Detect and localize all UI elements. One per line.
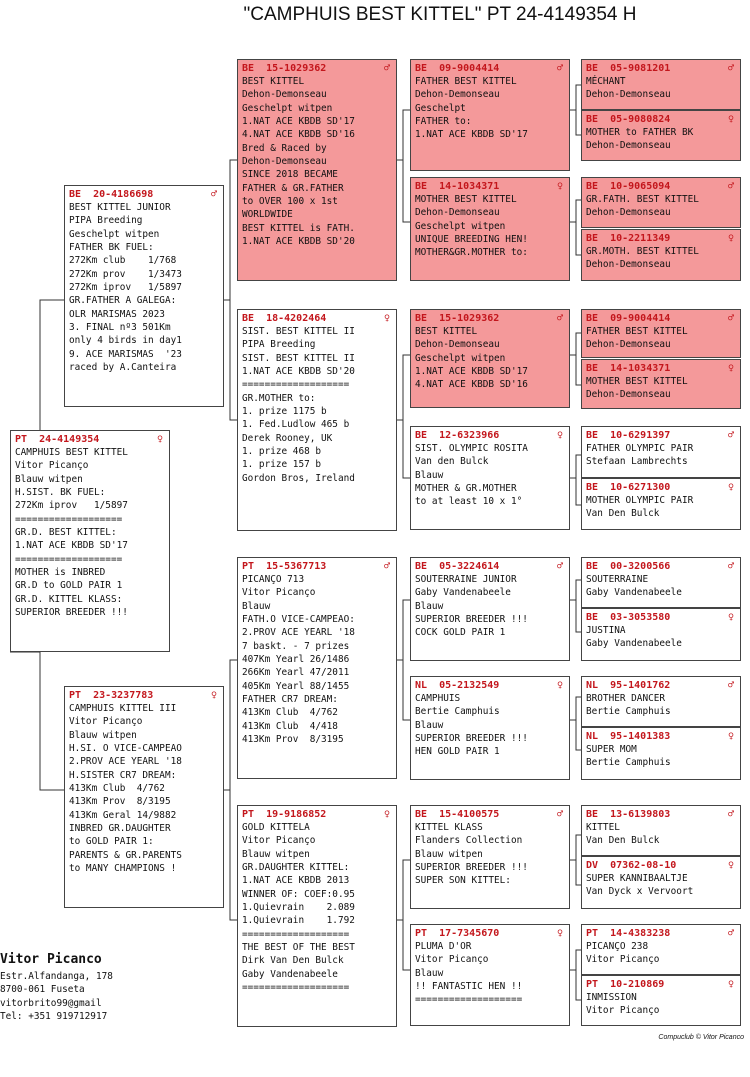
pigeon-info-line: 413Km Club 4/762 [69, 783, 165, 795]
ring-number-text: BE 05-9080824 [586, 114, 671, 125]
pigeon-info-line: SIST. BEST KITTEL II [242, 352, 355, 364]
pigeon-info-line: Gaby Vandenabeele [242, 968, 338, 980]
ring-number-text: PT 23-3237783 [69, 690, 154, 701]
pigeon-info-line: 4.NAT ACE KBDB SD'16 [242, 129, 355, 141]
pigeon-info-line: FATHER CR7 DREAM: [242, 694, 338, 706]
pigeon-info-line: 272Km prov 1/3473 [69, 268, 182, 280]
pigeon-info-line: only 4 birds in day1 [69, 335, 182, 347]
male-symbol-icon: ♂ [210, 189, 217, 200]
pigeon-info-line: Geschelpt witpen [69, 228, 160, 240]
pigeon-info-line: Bred & Raced by [242, 142, 327, 154]
male-symbol-icon: ♂ [727, 313, 734, 324]
pigeon-info-line: Blauw [415, 967, 444, 979]
pigeon-info-line: Blauw [242, 600, 271, 612]
ring-number-text: BE 13-6139803 [586, 809, 671, 820]
ring-number-text: BE 15-4100575 [415, 809, 500, 820]
male-symbol-icon: ♂ [556, 63, 563, 74]
pigeon-info-line: Geschelpt witpen [242, 102, 333, 114]
male-symbol-icon: ♂ [556, 313, 563, 324]
ring-number [586, 312, 736, 325]
pigeon-info-line: BEST KITTEL [242, 76, 305, 87]
pigeon-info-line: 3. FINAL nº3 501Km [69, 322, 171, 334]
ring-number-text: PT 17-7345670 [415, 928, 500, 939]
pigeon-info-line: SIST. BEST KITTEL II [242, 326, 355, 337]
ring-number-text: PT 19-9186852 [242, 809, 327, 820]
pigeon-info-line: WINNER OF: COEF:0.95 [242, 888, 355, 900]
pigeon-info-line: to GOLD PAIR 1: [69, 836, 154, 848]
pigeon-info-line: INMISSION [586, 992, 637, 1003]
pigeon-info-line: Gordon Bros, Ireland [242, 472, 355, 484]
ring-number [69, 188, 219, 201]
ring-number [586, 927, 736, 940]
pigeon-info-line: SOUTERRAINE [586, 574, 649, 585]
pigeon-info-line: Blauw [415, 600, 444, 612]
ring-number [586, 808, 736, 821]
pigeon-info-line: Blauw [415, 469, 444, 481]
ring-number [586, 978, 736, 991]
ring-number [15, 433, 165, 446]
pigeon-card-gggp-8 [581, 478, 741, 530]
pigeon-info-line: 266Km Yearl 47/2011 [242, 667, 350, 679]
pigeon-info-line: BEST KITTEL is FATH. [242, 222, 355, 234]
pigeon-info-line: Dehon-Demonseau [586, 259, 671, 271]
female-symbol-icon: ♀ [556, 430, 563, 441]
ring-number-text: BE 14-1034371 [415, 181, 500, 192]
pigeon-info-line: PLUMA D'OR [415, 941, 472, 952]
ring-number [586, 62, 736, 75]
pigeon-info-line: Dehon-Demonseau [242, 156, 327, 168]
pigeon-info-line: WORLDWIDE [242, 209, 293, 221]
pigeon-info-line: =================== [242, 982, 350, 994]
male-symbol-icon: ♂ [383, 63, 390, 74]
pigeon-card-mother [64, 686, 224, 908]
pigeon-info-line: Blauw witpen [69, 729, 137, 741]
pigeon-info-line: SUPER MOM [586, 744, 637, 755]
pigeon-info-line: GOLD KITTELA [242, 822, 310, 833]
pigeon-info-line: Dirk Van Den Bulck [242, 955, 344, 967]
pigeon-card-subject [10, 430, 170, 652]
male-symbol-icon: ♂ [727, 809, 734, 820]
pigeon-info-line: H.SI. O VICE-CAMPEAO [69, 743, 182, 755]
ring-number-text: PT 10-210869 [586, 979, 665, 990]
pigeon-info-line: =================== [15, 553, 123, 565]
pigeon-card-ggp-5 [410, 557, 570, 661]
pigeon-info-line: H.SISTER CR7 DREAM: [69, 769, 177, 781]
owner-email: vitorbrito99@gmail [0, 997, 102, 1009]
pigeon-info-line: Dehon-Demonseau [586, 89, 671, 101]
female-symbol-icon: ♀ [727, 731, 734, 742]
ring-number [586, 180, 736, 193]
pigeon-info-line: FATHER BEST KITTEL [415, 76, 517, 87]
pigeon-info-line: Van Den Bulck [586, 508, 660, 520]
ring-number [586, 481, 736, 494]
ring-number-text: NL 95-1401383 [586, 731, 671, 742]
pigeon-card-ggp-2 [410, 177, 570, 281]
pigeon-card-ggp-3 [410, 309, 570, 408]
ring-number-text: BE 18-4202464 [242, 313, 327, 324]
ring-number [415, 808, 565, 821]
pigeon-card-gggp-4 [581, 229, 741, 281]
ring-number [415, 312, 565, 325]
ring-number-text: BE 05-3224614 [415, 561, 500, 572]
pigeon-info-line: CAMPHUIS BEST KITTEL [15, 447, 128, 458]
pigeon-card-ggp-8 [410, 924, 570, 1026]
pigeon-info-line: COCK GOLD PAIR 1 [415, 627, 506, 639]
ring-number [586, 429, 736, 442]
pigeon-card-grandfather-maternal [237, 557, 397, 779]
pigeon-info-line: 413Km Geral 14/9882 [69, 809, 177, 821]
male-symbol-icon: ♂ [727, 181, 734, 192]
pigeon-card-ggp-4 [410, 426, 570, 530]
pigeon-card-gggp-2 [581, 110, 741, 161]
ring-number [242, 808, 392, 821]
pigeon-info-line: =================== [242, 928, 350, 940]
pigeon-card-gggp-13 [581, 805, 741, 856]
pigeon-info-line: SUPERIOR BREEDER !!! [15, 607, 128, 619]
pigeon-card-gggp-6 [581, 359, 741, 409]
pigeon-info-line: 1.NAT ACE KBDB SD'17 [415, 366, 528, 378]
female-symbol-icon: ♀ [556, 928, 563, 939]
pigeon-info-line: Gaby Vandenabeele [586, 638, 682, 650]
pigeon-info-line: INBRED GR.DAUGHTER [69, 823, 171, 835]
pigeon-info-line: 2.PROV ACE YEARL '18 [69, 756, 182, 768]
ring-number-text: BE 10-6271300 [586, 482, 671, 493]
ring-number [415, 429, 565, 442]
pigeon-info-line: 1.NAT ACE KBDB SD'20 [242, 236, 355, 248]
pigeon-info-line: Dehon-Demonseau [586, 339, 671, 351]
ring-number-text: BE 15-1029362 [242, 63, 327, 74]
pigeon-info-line: MOTHER & GR.MOTHER [415, 483, 517, 495]
pigeon-info-line: Vitor Picanço [586, 954, 660, 966]
pigeon-info-line: to at least 10 x 1° [415, 496, 523, 508]
ring-number [415, 927, 565, 940]
pigeon-info-line: MOTHER BEST KITTEL [586, 376, 688, 387]
ring-number [415, 560, 565, 573]
ring-number-text: BE 03-3053580 [586, 612, 671, 623]
pigeon-info-line: KITTEL [586, 822, 620, 833]
pigeon-info-line: HEN GOLD PAIR 1 [415, 746, 500, 758]
pigeon-info-line: FATHER OLYMPIC PAIR [586, 443, 694, 454]
pigeon-info-line: 405Km Yearl 88/1455 [242, 680, 350, 692]
pigeon-info-line: FATHER to: [415, 116, 472, 128]
ring-number [69, 689, 219, 702]
pigeon-card-gggp-10 [581, 608, 741, 661]
pigeon-info-line: Stefaan Lambrechts [586, 456, 688, 468]
pigeon-info-line: Vitor Picanço [242, 835, 316, 847]
pigeon-info-line: 272Km iprov 1/5897 [69, 282, 182, 294]
pigeon-info-line: SUPER KANNIBAALTJE [586, 873, 688, 884]
pigeon-info-line: BEST KITTEL JUNIOR [69, 202, 171, 213]
pigeon-info-line: Blauw witpen [242, 848, 310, 860]
pigeon-info-line: CAMPHUIS KITTEL III [69, 703, 177, 714]
pigeon-info-line: Blauw [415, 719, 444, 731]
male-symbol-icon: ♂ [727, 430, 734, 441]
pigeon-card-ggp-6 [410, 676, 570, 780]
pigeon-info-line: Bertie Camphuis [586, 706, 671, 718]
pigeon-info-line: BEST KITTEL [415, 326, 478, 337]
pigeon-info-line: 9. ACE MARISMAS '23 [69, 348, 182, 360]
pigeon-info-line: GR.FATH. BEST KITTEL [586, 194, 699, 205]
pigeon-info-line: 1. prize 157 b [242, 459, 322, 471]
ring-number-text: BE 15-1029362 [415, 313, 500, 324]
ring-number-text: NL 95-1401762 [586, 680, 671, 691]
female-symbol-icon: ♀ [727, 979, 734, 990]
pigeon-info-line: 1. prize 1175 b [242, 406, 327, 418]
ring-number-text: BE 10-6291397 [586, 430, 671, 441]
female-symbol-icon: ♀ [727, 363, 734, 374]
female-symbol-icon: ♀ [727, 860, 734, 871]
male-symbol-icon: ♂ [727, 928, 734, 939]
pigeon-info-line: 1. prize 468 b [242, 446, 322, 458]
female-symbol-icon: ♀ [727, 233, 734, 244]
pigeon-info-line: SIST. OLYMPIC ROSITA [415, 443, 528, 454]
pigeon-info-line: FATHER BK FUEL: [69, 242, 154, 254]
pigeon-info-line: 413Km Prov 8/3195 [69, 796, 171, 808]
ring-number [586, 362, 736, 375]
pigeon-info-line: 1.NAT ACE KBDB SD'17 [15, 540, 128, 552]
ring-number-text: BE 05-9081201 [586, 63, 671, 74]
pigeon-info-line: FATHER BEST KITTEL [586, 326, 688, 337]
female-symbol-icon: ♀ [727, 114, 734, 125]
pigeon-info-line: Dehon-Demonseau [586, 207, 671, 219]
ring-number [242, 312, 392, 325]
pigeon-card-gggp-15 [581, 924, 741, 975]
ring-number [242, 62, 392, 75]
pigeon-info-line: KITTEL KLASS [415, 822, 483, 833]
pigeon-info-line: Blauw witpen [415, 848, 483, 860]
ring-number-text: BE 12-6323966 [415, 430, 500, 441]
pigeon-info-line: to MANY CHAMPIONS ! [69, 863, 177, 875]
pigeon-info-line: 4.NAT ACE KBDB SD'16 [415, 379, 528, 391]
ring-number [415, 180, 565, 193]
ring-number-text: NL 05-2132549 [415, 680, 500, 691]
ring-number [586, 611, 736, 624]
female-symbol-icon: ♀ [156, 434, 163, 445]
pigeon-info-line: GR.MOTHER to: [242, 392, 316, 404]
pigeon-card-gggp-12 [581, 727, 741, 780]
ring-number-text: BE 09-9004414 [586, 313, 671, 324]
pigeon-info-line: Vitor Picanço [15, 460, 89, 472]
pigeon-info-line: 413Km Club 4/762 [242, 707, 338, 719]
pigeon-card-ggp-7 [410, 805, 570, 909]
ring-number [586, 232, 736, 245]
pigeon-info-line: MOTHER BEST KITTEL [415, 194, 517, 205]
pigeon-info-line: raced by A.Canteira [69, 362, 177, 374]
pigeon-info-line: 1.Quievrain 2.089 [242, 902, 355, 914]
owner-contact [0, 950, 113, 1024]
pigeon-info-line: UNIQUE BREEDING HEN! [415, 234, 528, 246]
pigeon-card-gggp-5 [581, 309, 741, 358]
ring-number [586, 679, 736, 692]
page-title: "CAMPHUIS BEST KITTEL" PT 24-4149354 H [243, 4, 637, 25]
ring-number-text: PT 24-4149354 [15, 434, 100, 445]
pigeon-info-line: Dehon-Demonseau [415, 89, 500, 101]
pigeon-card-father [64, 185, 224, 407]
pigeon-card-gggp-11 [581, 676, 741, 727]
female-symbol-icon: ♀ [210, 690, 217, 701]
pigeon-info-line: MOTHER&GR.MOTHER to: [415, 247, 528, 259]
ring-number-text: PT 14-4383238 [586, 928, 671, 939]
pigeon-info-line: PIPA Breeding [69, 215, 143, 227]
pigeon-info-line: GR.MOTH. BEST KITTEL [586, 246, 699, 257]
pigeon-info-line: PICANÇO 238 [586, 941, 649, 952]
pigeon-info-line: FATH.O VICE-CAMPEAO: [242, 614, 355, 626]
male-symbol-icon: ♂ [383, 561, 390, 572]
pigeon-card-grandfather-paternal [237, 59, 397, 281]
pigeon-info-line: MOTHER to FATHER BK [586, 127, 694, 138]
pigeon-info-line: Derek Rooney, UK [242, 432, 333, 444]
pigeon-info-line: Vitor Picanço [586, 1005, 660, 1017]
ring-number-text: BE 10-2211349 [586, 233, 671, 244]
male-symbol-icon: ♂ [727, 680, 734, 691]
pigeon-info-line: SINCE 2018 BECAME [242, 169, 338, 181]
pigeon-info-line: GR.DAUGHTER KITTEL: [242, 862, 350, 874]
pigeon-info-line: Van Den Bulck [586, 835, 660, 847]
pigeon-info-line: Bertie Camphuis [415, 706, 500, 718]
footer-credit: Compuclub © Vitor Picanco [658, 1034, 744, 1041]
ring-number-text: BE 14-1034371 [586, 363, 671, 374]
pigeon-card-ggp-1 [410, 59, 570, 171]
pigeon-info-line: GR.D. KITTEL KLASS: [15, 593, 123, 605]
pigeon-card-grandmother-paternal [237, 309, 397, 531]
pigeon-card-gggp-16 [581, 975, 741, 1026]
pigeon-info-line: PICANÇO 713 [242, 574, 305, 585]
pigeon-info-line: THE BEST OF THE BEST [242, 942, 355, 954]
pigeon-info-line: 407Km Yearl 26/1486 [242, 654, 350, 666]
ring-number-text: BE 20-4186698 [69, 189, 154, 200]
pigeon-info-line: 2.PROV ACE YEARL '18 [242, 627, 355, 639]
pigeon-info-line: Dehon-Demonseau [415, 339, 500, 351]
ring-number [586, 730, 736, 743]
pigeon-info-line: MOTHER OLYMPIC PAIR [586, 495, 694, 506]
pigeon-info-line: SUPERIOR BREEDER !!! [415, 614, 528, 626]
pigeon-card-gggp-14 [581, 856, 741, 909]
pigeon-info-line: =================== [15, 513, 123, 525]
ring-number-text: BE 09-9004414 [415, 63, 500, 74]
pigeon-info-line: GR.D to GOLD PAIR 1 [15, 580, 123, 592]
pigeon-info-line: Geschelpt [415, 102, 466, 114]
pigeon-card-grandmother-maternal [237, 805, 397, 1027]
pigeon-info-line: H.SIST. BK FUEL: [15, 487, 106, 499]
pigeon-info-line: 1.NAT ACE KBDB SD'17 [242, 116, 355, 128]
ring-number-text: DV 07362-08-10 [586, 860, 677, 871]
pigeon-info-line: Dehon-Demonseau [586, 389, 671, 401]
owner-phone: Tel: +351 919712917 [0, 1011, 108, 1023]
pigeon-info-line: BROTHER DANCER [586, 693, 666, 704]
ring-number [586, 560, 736, 573]
pigeon-info-line: 1.NAT ACE KBDB SD'20 [242, 366, 355, 378]
pigeon-card-gggp-3 [581, 177, 741, 228]
pigeon-info-line: Vitor Picanço [242, 587, 316, 599]
pigeon-info-line: Bertie Camphuis [586, 757, 671, 769]
pigeon-info-line: SUPER SON KITTEL: [415, 875, 511, 887]
pigeon-card-gggp-7 [581, 426, 741, 478]
pigeon-info-line: SOUTERRAINE JUNIOR [415, 574, 517, 585]
pigeon-info-line: 413Km Club 4/418 [242, 720, 338, 732]
pigeon-info-line: =================== [415, 994, 523, 1006]
pigeon-info-line: 272Km club 1/768 [69, 255, 177, 267]
pigeon-info-line: SUPERIOR BREEDER !!! [415, 733, 528, 745]
ring-number [586, 859, 736, 872]
pigeon-info-line: SUPERIOR BREEDER !!! [415, 862, 528, 874]
female-symbol-icon: ♀ [556, 680, 563, 691]
pigeon-info-line: Dehon-Demonseau [415, 207, 500, 219]
pigeon-info-line: FATHER & GR.FATHER [242, 182, 344, 194]
pigeon-info-line: MÉCHANT [586, 76, 626, 87]
female-symbol-icon: ♀ [727, 482, 734, 493]
pigeon-info-line: 1. Fed.Ludlow 465 b [242, 419, 350, 431]
pigeon-info-line: Vitor Picanço [415, 954, 489, 966]
pigeon-info-line: GR.D. BEST KITTEL: [15, 527, 117, 539]
ring-number [415, 62, 565, 75]
male-symbol-icon: ♂ [727, 63, 734, 74]
pigeon-info-line: Flanders Collection [415, 835, 523, 847]
pigeon-info-line: 1.Quievrain 1.792 [242, 915, 355, 927]
pigeon-info-line: MOTHER is INBRED [15, 567, 106, 579]
ring-number [415, 679, 565, 692]
male-symbol-icon: ♂ [556, 561, 563, 572]
pigeon-info-line: 7 baskt. - 7 prizes [242, 640, 350, 652]
pigeon-info-line: Gaby Vandenabeele [415, 587, 511, 599]
pigeon-info-line: OLR MARISMAS 2023 [69, 308, 165, 320]
pigeon-info-line: PARENTS & GR.PARENTS [69, 849, 182, 861]
pigeon-info-line: Vitor Picanço [69, 716, 143, 728]
owner-name: Vitor Picanco [0, 952, 102, 967]
pigeon-info-line: 1.NAT ACE KBDB 2013 [242, 875, 350, 887]
male-symbol-icon: ♂ [727, 561, 734, 572]
pigeon-info-line: Van Dyck x Vervoort [586, 886, 694, 898]
pigeon-info-line: Dehon-Demonseau [586, 140, 671, 152]
pigeon-info-line: !! FANTASTIC HEN !! [415, 981, 523, 993]
pigeon-info-line: Geschelpt witpen [415, 352, 506, 364]
ring-number [242, 560, 392, 573]
ring-number [586, 113, 736, 126]
pigeon-info-line: Blauw witpen [15, 473, 83, 485]
pigeon-info-line: 272Km iprov 1/5897 [15, 500, 128, 512]
female-symbol-icon: ♀ [383, 809, 390, 820]
ring-number-text: BE 00-3200566 [586, 561, 671, 572]
pigeon-info-line: GR.FATHER A GALEGA: [69, 295, 177, 307]
pigeon-info-line: Van den Bulck [415, 456, 489, 468]
female-symbol-icon: ♀ [727, 612, 734, 623]
pigeon-info-line: to OVER 100 x 1st [242, 196, 338, 208]
pigeon-info-line: 1.NAT ACE KBDB SD'17 [415, 129, 528, 141]
owner-postcode: 8700-061 Fuseta [0, 984, 85, 996]
owner-address: Estr.Alfandanga, 178 [0, 971, 113, 982]
female-symbol-icon: ♀ [383, 313, 390, 324]
pigeon-info-line: Gaby Vandenabeele [586, 587, 682, 599]
pigeon-info-line: 413Km Prov 8/3195 [242, 734, 344, 746]
pigeon-info-line: Geschelpt witpen [415, 220, 506, 232]
pigeon-info-line: JUSTINA [586, 625, 626, 636]
pigeon-info-line: Dehon-Demonseau [242, 89, 327, 101]
female-symbol-icon: ♀ [556, 181, 563, 192]
pigeon-card-gggp-9 [581, 557, 741, 608]
pigeon-info-line: PIPA Breeding [242, 339, 316, 351]
ring-number-text: PT 15-5367713 [242, 561, 327, 572]
pigeon-card-gggp-1 [581, 59, 741, 110]
pigeon-info-line: CAMPHUIS [415, 693, 461, 704]
pigeon-info-line: =================== [242, 379, 350, 391]
male-symbol-icon: ♂ [556, 809, 563, 820]
ring-number-text: BE 10-9065094 [586, 181, 671, 192]
